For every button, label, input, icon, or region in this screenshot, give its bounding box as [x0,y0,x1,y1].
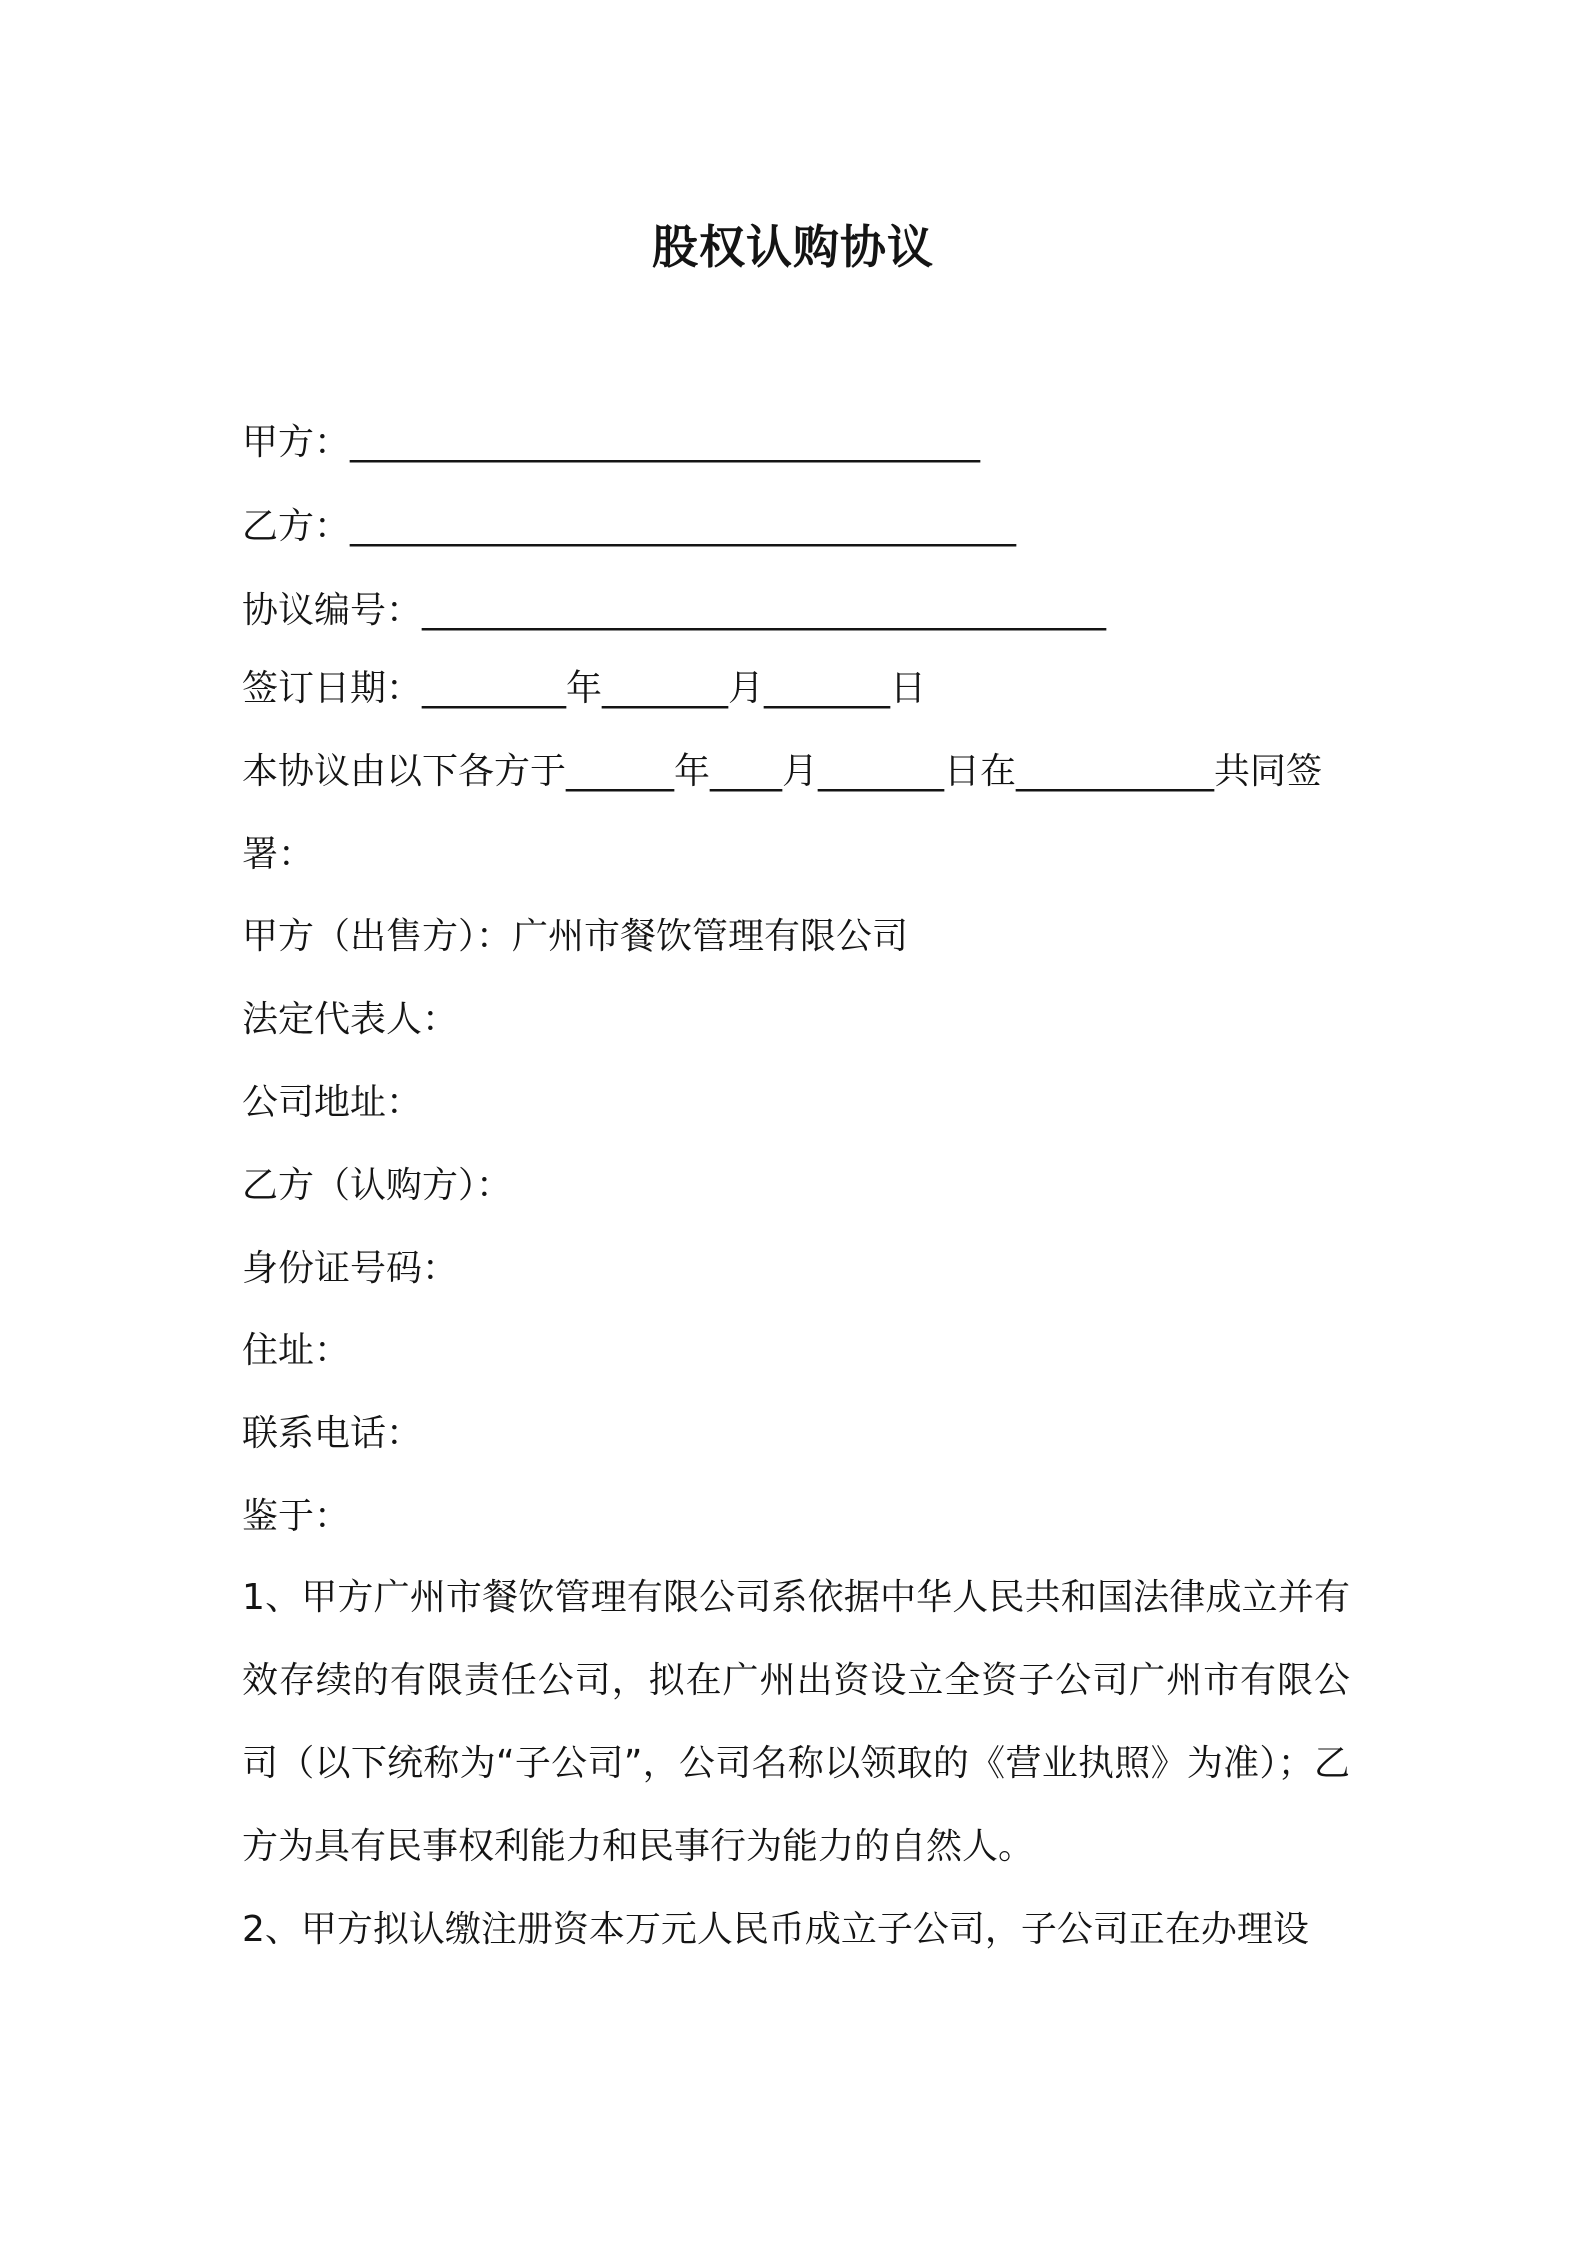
party-b-blank-line: 乙方：_____________________________________ [242,506,1017,547]
company-address-line: 公司地址： [242,1082,423,1123]
agreement-number-line: 协议编号：______________________________________ [242,590,1107,631]
id-number-line: 身份证号码： [242,1248,459,1289]
residence-line: 住址： [242,1330,351,1371]
subscriber-line: 乙方（认购方）： [242,1165,513,1206]
seller-line: 甲方（出售方）：广州市餐饮管理有限公司 [242,916,909,957]
clause-1-paragraph: 1、甲方广州市餐饮管理有限公司系依据中华人民共和国法律成立并有效存续的有限责任公司，拟在广州出资设立全资子公司广州市有限公司（以下统称为“子公司”，公司名称以领取的《营业执照》为准）；乙方为具有民事权利能力和民事行为能力的自然人。 [242,1577,1350,1867]
legal-representative-line: 法定代表人： [242,999,459,1040]
phone-line: 联系电话： [242,1413,423,1454]
signing-statement-line: 本协议由以下各方于______年____月_______日在___________共同签 [242,751,1323,792]
signing-statement-continuation: 署： [242,834,315,875]
signing-date-line: 签订日期：________年_______月_______日 [242,668,927,709]
whereas-line: 鉴于： [242,1496,351,1537]
party-a-blank-line: 甲方：___________________________________ [242,422,981,463]
clause-2-paragraph: 2、甲方拟认缴注册资本万元人民币成立子公司，子公司正在办理设 [242,1909,1309,1950]
document-title: 股权认购协议 [652,220,934,274]
